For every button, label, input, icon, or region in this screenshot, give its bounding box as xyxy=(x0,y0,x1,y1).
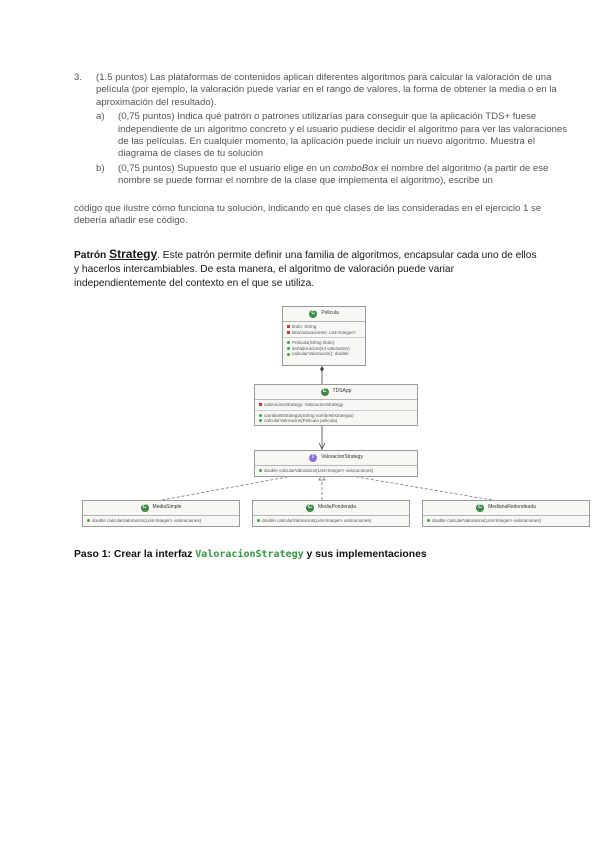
attribute: titulo: String xyxy=(292,324,317,329)
class-icon: C xyxy=(476,504,484,512)
class-name: TDSApp xyxy=(332,388,352,395)
interface-methods xyxy=(255,466,417,476)
answer-text: . Este patrón permite definir una familia de algoritmos, encapsular cada uno de ellos y hacerlos intercambiables. De esta manera, el algoritmo de valoración puede variar independientemente del contexto en el que se utiliza. xyxy=(74,250,537,289)
interface-name: ValoracionStrategy xyxy=(321,454,363,461)
public-icon xyxy=(259,419,262,422)
public-icon xyxy=(287,347,290,350)
realization-line xyxy=(357,477,492,500)
realization-line xyxy=(162,477,287,500)
question-part-a xyxy=(96,111,574,161)
class-icon: C xyxy=(321,388,329,396)
uml-class-impl-1 xyxy=(82,500,240,527)
attribute: listaValoraciones: List<Integer> xyxy=(292,329,356,335)
class-name: Pelicula xyxy=(321,310,339,317)
private-icon xyxy=(259,403,262,406)
question-continuation: código que ilustre cómo funciona tu solución, indicando en qué clases de las consideradas en el ejercicio 1 se debería añadir ese código. xyxy=(74,203,542,227)
uml-class-tdsapp xyxy=(254,384,418,426)
step-code: ValoracionStrategy xyxy=(195,549,304,560)
step-heading xyxy=(74,549,427,560)
class-methods xyxy=(255,411,417,426)
question-number: 3. xyxy=(74,72,83,83)
uml-class-pelicula xyxy=(282,306,366,366)
method: double calcularValoracion(List<Integer> valoraciones) xyxy=(92,518,202,523)
uml-class-diagram xyxy=(82,300,600,532)
question-part-b xyxy=(96,163,574,188)
step-text-before: Paso 1: Crear la interfaz xyxy=(74,549,196,560)
private-icon xyxy=(287,325,290,328)
public-icon xyxy=(257,519,260,522)
class-icon: C xyxy=(309,310,317,318)
method: calcularValoracion(): double xyxy=(292,351,349,357)
public-icon xyxy=(427,519,430,522)
question-intro xyxy=(74,72,574,109)
interface-icon: I xyxy=(309,454,317,462)
uml-class-impl-2 xyxy=(252,500,410,527)
uml-interface-valoracionstrategy xyxy=(254,450,418,477)
private-icon xyxy=(287,331,290,334)
class-attributes xyxy=(283,322,365,338)
part-text-before: (0,75 puntos) Supuesto que el usuario elige en un xyxy=(118,162,333,174)
class-methods xyxy=(283,338,365,359)
part-letter: a) xyxy=(96,111,105,123)
class-name: MedianaRedondeada xyxy=(488,504,536,511)
class-icon: C xyxy=(306,504,314,512)
attribute: valoracionStrategy: ValoracionStrategy xyxy=(264,402,344,407)
public-icon xyxy=(259,469,262,472)
method: cambiarEstrategia(String nombreEstrategia) xyxy=(264,412,354,418)
public-icon xyxy=(259,414,262,417)
method: double calcularValoracion(List<Integer> valoraciones) xyxy=(262,518,372,523)
pattern-name: Strategy xyxy=(109,247,158,261)
part-text xyxy=(118,163,574,188)
uml-class-impl-3 xyxy=(422,500,590,527)
method: calcularValoracion(Pelicula pelicula) xyxy=(264,418,338,424)
method: double calcularValoracion(List<Integer> valoraciones) xyxy=(432,518,542,523)
composition-diamond xyxy=(320,366,324,372)
question-intro-text: (1.5 puntos) Las plataformas de contenidos aplican diferentes algoritmos para calcular la valoración de una película (por ejemplo, la valoración puede variar en el rango de valores, la forma de obtener la media o en la aproximación del resultado). xyxy=(96,72,557,108)
class-name: MediaSimple xyxy=(152,504,182,511)
method: setValoracion(int valoracion) xyxy=(292,345,350,351)
class-attributes xyxy=(255,400,417,411)
part-letter: b) xyxy=(96,162,105,174)
class-name: MediaPonderada xyxy=(317,504,357,511)
answer-lead: Patrón xyxy=(74,250,107,261)
class-icon: C xyxy=(141,504,149,512)
part-text-emphasis: comboBox xyxy=(332,162,379,174)
public-icon xyxy=(87,519,90,522)
public-icon xyxy=(287,341,290,344)
exam-question xyxy=(74,72,574,188)
answer-paragraph xyxy=(74,247,544,291)
public-icon xyxy=(287,353,290,356)
method: Pelicula(String titulo) xyxy=(292,340,335,346)
part-text: (0,75 puntos) Indica qué patrón o patrones utilizarías para conseguir que la aplicación TDS+ fuese independiente de un algoritmo concreto y el usuario pudiese decidir el algoritmo para ver las valoraciones de las películas. En cualquier momento, la aplicación puede incluir un nuevo algoritmo. Muestra el diagrama de clases de tu solución xyxy=(118,111,568,160)
method: double calcularValoracion(List<Integer> valoraciones) xyxy=(264,468,374,473)
step-text-after: y sus implementaciones xyxy=(303,549,427,560)
part-text-after: el nombre del algoritmo (a partir de ese nombre se puede formar el nombre de la clase que implementa el algoritmo), escribe un xyxy=(118,162,549,187)
